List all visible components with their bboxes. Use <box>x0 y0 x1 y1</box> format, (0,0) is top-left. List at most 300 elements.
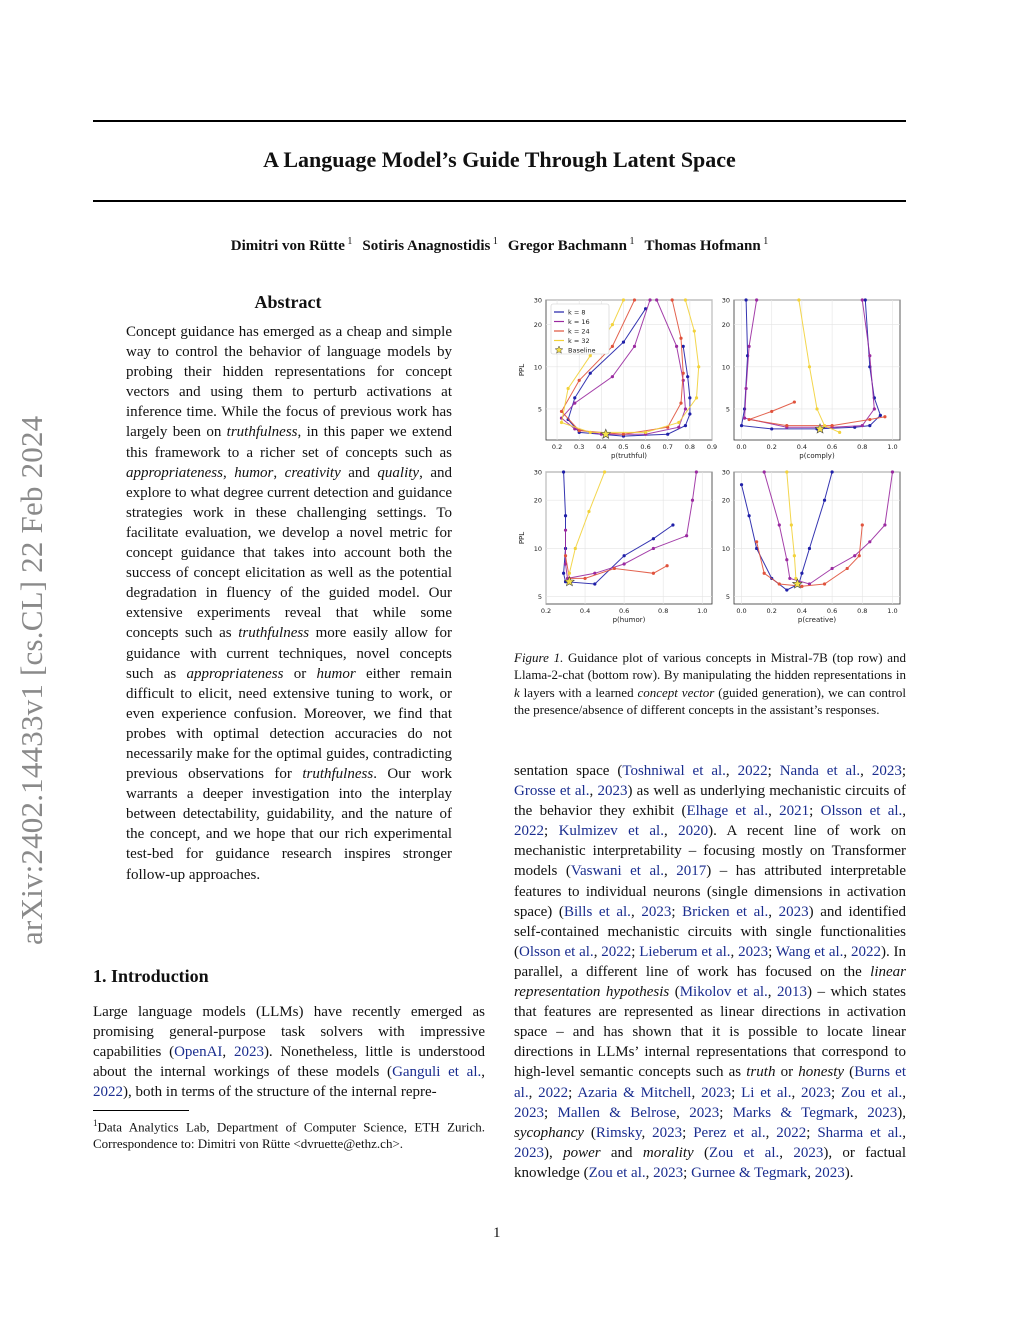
author-name: Thomas Hofmann <box>644 238 761 254</box>
citation-link[interactable]: Vaswani et al. <box>570 863 665 880</box>
intro-italic: truth <box>746 1064 776 1081</box>
abstract-italic: creativity <box>284 464 341 481</box>
intro-text: , <box>528 1084 539 1101</box>
data-point <box>578 429 581 432</box>
x-tick-label: 0.7 <box>662 443 673 451</box>
data-point <box>868 354 871 357</box>
data-point <box>770 410 773 413</box>
intro-text: , <box>854 1104 868 1121</box>
intro-text: , <box>730 943 739 960</box>
x-tick-label: 0.4 <box>796 607 808 615</box>
y-tick-label: 30 <box>533 468 542 477</box>
citation-link[interactable]: 2023 <box>793 1144 824 1161</box>
citation-link[interactable]: 2023 <box>871 763 902 779</box>
citation-link[interactable]: Elhage et al. <box>686 803 769 820</box>
citation-link[interactable]: 2023 <box>641 903 672 920</box>
legend-label: k = 16 <box>568 317 590 326</box>
intro-text: , <box>691 1084 702 1101</box>
data-point <box>688 396 691 399</box>
data-point <box>567 387 570 390</box>
intro-text: , <box>768 803 780 820</box>
data-point <box>574 547 577 550</box>
data-point <box>697 365 700 368</box>
data-point <box>861 298 864 301</box>
data-point <box>770 427 773 430</box>
citation-link[interactable]: 2023 <box>778 903 809 920</box>
data-point <box>562 572 565 575</box>
intro-text: ) – which states that features are represented as linear directions in activation space – and has shown that it is possible to locate linear directions in LLMs’ internal representations that correspond to high-level semantic concepts such as <box>514 984 907 1081</box>
citation-link[interactable]: 2023 <box>597 783 628 800</box>
intro-text: , <box>807 1164 815 1181</box>
data-point <box>823 424 826 427</box>
citation-link[interactable]: 2022 <box>538 1084 569 1101</box>
citation-link[interactable]: 2023 <box>514 1144 544 1161</box>
citation-link[interactable]: Ganguli et al. <box>392 1064 482 1081</box>
y-tick-label: 5 <box>537 405 542 414</box>
x-tick-label: 0.6 <box>826 443 838 451</box>
data-point <box>679 402 682 405</box>
abstract-italic: humor <box>316 665 356 682</box>
intro-text: ) and identified self-contained mechanistic circuits with single functionalities ( <box>514 903 907 960</box>
y-tick-label: 10 <box>533 544 542 553</box>
data-point <box>684 424 687 427</box>
x-tick-label: 1.0 <box>697 607 708 615</box>
paper-title: A Language Model’s Guide Through Latent Space <box>263 147 736 172</box>
y-tick-label: 20 <box>533 321 542 330</box>
intro-text: , <box>779 1144 794 1161</box>
data-point <box>675 345 678 348</box>
footnote <box>93 1115 485 1152</box>
intro-text: , <box>641 1124 653 1141</box>
data-point <box>800 572 803 575</box>
data-point <box>868 418 871 421</box>
intro-text: ), both in terms of the structure of the internal repre <box>123 1084 432 1101</box>
abstract-text: , and explore to what degree current detection and guidance strategies work in these challenging settings. To facilitate evaluation, we develop a novel metric for concept guidance that takes into account both the success of concept elicitation as well as the potential degradation in fluency of the guided model. Our extensive experiments reveal that while some concepts such as <box>126 464 453 642</box>
intro-italic: morality <box>642 1144 694 1161</box>
y-tick-label: 20 <box>721 321 730 330</box>
intro-text: Large language models (LLMs) have recently emerged as promising general-purpose task solvers with impressive capabilities ( <box>93 1004 485 1061</box>
intro-text: and <box>600 1144 643 1161</box>
legend-label: k = 24 <box>568 327 590 336</box>
citation-link[interactable]: Bricken et al. <box>682 903 769 920</box>
intro-text: , <box>860 763 872 779</box>
citation-link[interactable]: 2020 <box>678 823 709 840</box>
citation-link[interactable]: 2022 <box>601 943 632 960</box>
introduction-heading: 1. Introduction <box>93 966 209 986</box>
intro-text: ; <box>682 1124 694 1141</box>
x-tick-label: 0.5 <box>618 443 629 451</box>
data-point <box>682 372 685 375</box>
citation-link[interactable]: Rimsky <box>595 1124 642 1141</box>
intro-text: , <box>593 943 602 960</box>
author-affiliation-marker: 1 <box>760 236 769 247</box>
intro-text: , <box>902 1124 907 1141</box>
data-point <box>785 588 788 591</box>
intro-text: ). A recent line of work on mechanistic interpretability – focusing mostly on Transformer models ( <box>514 823 907 880</box>
x-tick-label: 0.4 <box>796 443 808 451</box>
data-point <box>823 582 826 585</box>
data-point <box>861 424 864 427</box>
abstract-text: more easily allow for guidance with current techniques, novel concepts such as <box>126 625 453 682</box>
intro-text: ). <box>844 1164 854 1181</box>
data-point <box>623 554 626 557</box>
data-point <box>665 564 668 567</box>
data-point <box>808 365 811 368</box>
citation-link[interactable]: 2023 <box>653 1164 684 1181</box>
data-point <box>623 562 626 565</box>
y-tick-label: 5 <box>725 593 730 602</box>
data-point <box>573 402 576 405</box>
abstract-italic: appropriateness <box>186 665 284 682</box>
citation-link[interactable]: Olsson et al. <box>820 803 903 820</box>
citation-link[interactable]: OpenAI <box>174 1044 223 1061</box>
intro-text: ( <box>693 1144 710 1161</box>
data-point <box>790 523 793 526</box>
citation-link[interactable]: 2023 <box>701 1084 732 1101</box>
data-point <box>823 499 826 502</box>
data-point <box>560 421 563 424</box>
abstract-italic: truthfulness <box>238 625 310 642</box>
author-affiliation-marker: 1 <box>344 236 353 247</box>
data-point <box>564 514 567 517</box>
data-point <box>560 410 563 413</box>
data-point <box>583 577 586 580</box>
data-point <box>686 375 689 378</box>
data-point <box>671 523 674 526</box>
footnote-marker: 1 <box>93 1118 98 1128</box>
x-axis-label: p(humor) <box>612 616 646 624</box>
citation-link[interactable]: Zou et al. <box>588 1164 646 1181</box>
legend-label: k = 8 <box>568 308 586 317</box>
data-point <box>682 345 685 348</box>
citation-link[interactable]: 2023 <box>233 1044 264 1061</box>
data-point <box>800 585 803 588</box>
data-point <box>671 298 674 301</box>
abstract-body <box>126 322 452 885</box>
intro-text: ) – has attributed interpretable features to individual neurons (single dimensions in activation space) ( <box>514 863 907 920</box>
x-tick-label: 1.0 <box>887 443 898 451</box>
citation-link[interactable]: Mallen & Belrose <box>557 1104 677 1121</box>
data-point <box>622 298 625 301</box>
intro-text: ; <box>831 1084 842 1101</box>
citation-link[interactable]: 2013 <box>777 984 808 1001</box>
data-point <box>677 426 680 429</box>
x-axis-label: p(comply) <box>799 452 835 460</box>
abstract-text: . Our work warrants a deeper investigation into the interplay between detectability, guidability, and the nature of the concept, and we hope that our rich experimental test-bed for guidance research inspires stronger follow-up approaches. <box>126 766 453 883</box>
footnote-text: Data Analytics Lab, Department of Computer Science, ETH Zurich. Correspondence to: Dimitri von Rütte <dvruette@ethz.ch>. <box>93 1119 485 1152</box>
data-point <box>861 523 864 526</box>
x-tick-label: 0.4 <box>579 607 591 615</box>
legend-label: k = 32 <box>568 336 590 345</box>
x-tick-label: 0.6 <box>618 607 630 615</box>
abstract-italic: appropriateness <box>126 464 223 481</box>
y-tick-label: 30 <box>721 468 730 477</box>
data-point <box>652 537 655 540</box>
data-point <box>688 412 691 415</box>
data-point <box>652 572 655 575</box>
x-tick-label: 0.0 <box>736 607 747 615</box>
abstract-italic: truthfulness <box>226 424 298 441</box>
intro-text: ; <box>568 1084 578 1101</box>
citation-link[interactable]: 2023 <box>652 1124 683 1141</box>
citation-link[interactable]: 2023 <box>814 1164 845 1181</box>
author-affiliation-marker: 1 <box>490 236 498 247</box>
intro-text: ; <box>544 823 559 840</box>
data-point <box>564 554 567 557</box>
intro-text: , <box>768 903 779 920</box>
abstract-italic: humor <box>234 464 274 481</box>
data-point <box>679 337 682 340</box>
data-point <box>593 582 596 585</box>
data-point <box>652 547 655 550</box>
page-number: 1 <box>493 1225 501 1241</box>
citation-link[interactable]: 2023 <box>801 1084 832 1101</box>
citation-link[interactable]: Sharma et al. <box>817 1124 903 1141</box>
citation-link[interactable]: Marks & Tegmark <box>732 1104 855 1121</box>
abstract-text: Concept guidance has emerged as a cheap and simple way to control the behavior of language models by probing their hidden representations for concept vectors and using them to perturb activations at inference time. While the focus of previous work has largely been on <box>126 324 452 441</box>
citation-link[interactable]: 2023 <box>738 943 769 960</box>
x-axis-label: p(truthful) <box>611 452 647 460</box>
citation-link[interactable]: Gurnee & Tegmark <box>691 1164 808 1181</box>
data-point <box>578 379 581 382</box>
intro-text: ( <box>583 1124 596 1141</box>
abstract-text: either remain difficult to elicit, need extensive tuning to work, or even experience confusion. Moreover, we find that probes with optimal detection accuracies do not necessarily make for the optimal guides, contradicting previous observations for <box>126 665 453 783</box>
intro-text: , <box>902 1084 907 1101</box>
caption-italic: concept vector <box>637 684 715 700</box>
footnote-rule <box>93 1110 189 1111</box>
data-point <box>744 298 747 301</box>
y-tick-label: 20 <box>533 496 542 505</box>
y-tick-label: 10 <box>721 544 730 553</box>
arxiv-identifier: arXiv:2402.14433v1 [cs.CL] 22 Feb 2024 <box>14 415 49 945</box>
abstract-text: , <box>222 464 235 481</box>
data-point <box>763 572 766 575</box>
intro-italic: linear representation hypothesis <box>514 963 906 1001</box>
citation-link[interactable]: Li et al. <box>741 1084 792 1101</box>
data-point <box>644 431 647 434</box>
legend-label: Baseline <box>568 346 596 355</box>
author-affiliation-marker: 1 <box>626 236 635 247</box>
intro-text: ; <box>809 803 821 820</box>
data-point <box>747 418 750 421</box>
data-point <box>611 345 614 348</box>
data-point <box>648 298 651 301</box>
author-list <box>93 236 906 255</box>
citation-link[interactable]: 2021 <box>779 803 810 820</box>
intro-text: , <box>765 1124 777 1141</box>
data-point <box>611 323 614 326</box>
data-point <box>622 433 625 436</box>
x-tick-label: 0.8 <box>857 607 868 615</box>
data-point <box>788 577 791 580</box>
data-point <box>785 470 788 473</box>
data-point <box>564 529 567 532</box>
intro-text: , <box>663 823 679 840</box>
author-name: Sotiris Anagnostidis <box>362 238 491 254</box>
data-point <box>785 424 788 427</box>
x-tick-label: 0.2 <box>766 607 777 615</box>
citation-link[interactable]: Perez et al. <box>693 1124 766 1141</box>
data-point <box>587 510 590 513</box>
y-axis-label: PPL <box>518 363 526 377</box>
intro-text: , <box>676 1104 690 1121</box>
data-point <box>778 523 781 526</box>
citation-link[interactable]: 2022 <box>93 1084 123 1101</box>
data-point <box>691 499 694 502</box>
citation-link[interactable]: 2017 <box>676 863 707 880</box>
citation-link[interactable]: Olsson et al. <box>519 943 594 960</box>
data-point <box>633 298 636 301</box>
citation-link[interactable]: Grosse et al. <box>514 783 590 800</box>
citation-link[interactable]: 2023 <box>689 1104 720 1121</box>
data-point <box>755 298 758 301</box>
citation-link[interactable]: Bills et al. <box>563 903 631 920</box>
y-tick-label: 30 <box>721 296 730 305</box>
intro-text: ), <box>897 1104 906 1121</box>
data-point <box>883 415 886 418</box>
x-tick-label: 1.0 <box>887 607 898 615</box>
author-name: Dimitri von Rütte <box>230 238 345 254</box>
data-point <box>684 407 687 410</box>
data-point <box>755 540 758 543</box>
intro-text: , <box>481 1064 485 1081</box>
y-tick-label: 5 <box>725 405 730 414</box>
title-bottom-rule <box>93 200 906 202</box>
x-tick-label: 0.8 <box>658 607 669 615</box>
data-point <box>793 554 796 557</box>
intro-italic: honesty <box>798 1064 845 1081</box>
x-tick-label: 0.9 <box>706 443 718 451</box>
intro-text: ( <box>669 984 680 1001</box>
data-point <box>838 431 841 434</box>
data-point <box>797 298 800 301</box>
data-point <box>763 470 766 473</box>
data-point <box>815 407 818 410</box>
caption-italic: k <box>514 684 520 700</box>
data-point <box>868 424 871 427</box>
citation-link[interactable]: 2023 <box>514 1104 544 1121</box>
y-tick-label: 30 <box>533 296 542 305</box>
hyphen: - <box>431 1084 437 1101</box>
data-point <box>677 421 680 424</box>
data-point <box>740 483 743 486</box>
y-tick-label: 10 <box>721 363 730 372</box>
intro-text: , <box>589 783 598 800</box>
intro-text: , <box>902 803 907 820</box>
citation-link[interactable]: Nanda et al. <box>779 763 861 779</box>
intro-text: ), or factual knowledge ( <box>514 1144 907 1181</box>
data-point <box>864 298 867 301</box>
data-point <box>808 547 811 550</box>
caption-text: Guidance plot of various concepts in Mistral-7B (top row) and Llama-2-chat (bottom row). By manipulating the hidden representations in <box>514 650 906 683</box>
intro-text: sentation space ( <box>514 763 623 779</box>
caption-text: layers with a learned <box>519 684 638 700</box>
data-point <box>693 329 696 332</box>
x-tick-label: 0.6 <box>826 607 838 615</box>
citation-link[interactable]: Wang et al. <box>775 943 844 960</box>
intro-text: ; <box>806 1124 818 1141</box>
intro-text: ; <box>731 1084 742 1101</box>
data-point <box>633 345 636 348</box>
guidance-plots <box>510 292 910 638</box>
citation-link[interactable]: 2022 <box>850 943 881 960</box>
intro-text: ; <box>683 1164 692 1181</box>
intro-text: , <box>222 1044 234 1061</box>
abstract-text: , in this paper we extend this framework to a richer set of concepts such as <box>126 424 453 461</box>
intro-text: ). Nonetheless, little is understood about the internal workings of these models ( <box>93 1044 485 1081</box>
citation-link[interactable]: Zou et al. <box>841 1084 903 1101</box>
y-axis-label: PPL <box>518 531 526 545</box>
data-point <box>868 540 871 543</box>
citation-link[interactable]: Toshniwal et al. <box>622 763 726 779</box>
intro-text: ; <box>768 943 776 960</box>
citation-link[interactable]: Burns et al. <box>514 1064 906 1101</box>
data-point <box>744 387 747 390</box>
x-tick-label: 0.4 <box>596 443 607 451</box>
intro-text: ; <box>901 763 906 779</box>
title-top-rule <box>93 120 906 122</box>
x-tick-label: 0.8 <box>684 443 696 451</box>
intro-text: , <box>645 1164 654 1181</box>
data-point <box>589 372 592 375</box>
data-point <box>830 470 833 473</box>
data-point <box>778 582 781 585</box>
data-point <box>622 341 625 344</box>
intro-text: , <box>725 763 738 779</box>
intro-text: , <box>843 943 851 960</box>
citation-link[interactable]: 2022 <box>514 823 544 840</box>
data-point <box>613 567 616 570</box>
data-point <box>883 523 886 526</box>
x-tick-label: 0.2 <box>766 443 777 451</box>
data-point <box>879 414 882 417</box>
data-point <box>695 396 698 399</box>
data-point <box>568 572 571 575</box>
intro-text: ; <box>671 903 683 920</box>
citation-link[interactable]: Mikolov et al. <box>679 984 768 1001</box>
intro-text: , <box>630 903 642 920</box>
citation-link[interactable]: Kulmizev et al. <box>558 823 664 840</box>
citation-link[interactable]: 2023 <box>867 1104 898 1121</box>
citation-link[interactable]: Lieberum et al. <box>639 943 731 960</box>
y-tick-label: 10 <box>533 363 542 372</box>
abstract-italic: truthfulness <box>302 766 374 783</box>
x-tick-label: 0.2 <box>540 607 552 615</box>
intro-text: ( <box>844 1064 855 1081</box>
figure-label: Figure 1. <box>514 650 564 665</box>
x-tick-label: 0.2 <box>551 443 563 451</box>
y-tick-label: 5 <box>537 593 542 602</box>
x-tick-label: 0.8 <box>857 443 868 451</box>
citation-link[interactable]: 2022 <box>776 1124 807 1141</box>
introduction-body-left <box>93 1002 485 1102</box>
data-point <box>891 470 894 473</box>
abstract-text: or <box>283 665 317 682</box>
citation-link[interactable]: 2022 <box>737 763 768 779</box>
caption-text: (guided generation), we can control the presence/absence of different concepts in the assistant’s responses. <box>514 684 906 717</box>
data-point <box>589 431 592 434</box>
citation-link[interactable]: Zou et al. <box>709 1144 780 1161</box>
intro-text: ; <box>767 763 780 779</box>
abstract-heading: Abstract <box>254 292 322 312</box>
figure-1 <box>510 292 910 638</box>
intro-text: ). In parallel, a different line of work has focused on the <box>514 943 907 980</box>
citation-link[interactable]: Azaria & Mitchell <box>577 1084 692 1101</box>
data-point <box>853 554 856 557</box>
intro-text: , <box>791 1084 802 1101</box>
plot-frame <box>734 472 900 604</box>
data-point <box>873 407 876 410</box>
